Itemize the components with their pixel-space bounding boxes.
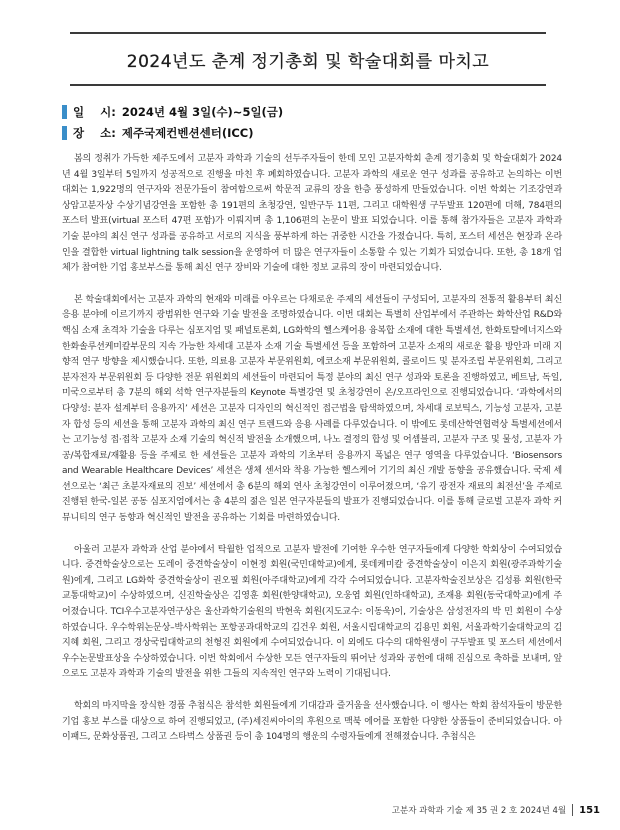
paragraph: 학회의 마지막을 장식한 경품 추첨식은 참석한 회원들에게 기대감과 즐거움을 선사했습니다. 이 행사는 학회 참석자들이 방문한 기업 홍보 부스를 대상으로 하여 진행되었고, (주)세진씨아이의 후원으로 맥북 에어를 포함한 다양한 상품들이 준비되었습니다. 아이패드, 문화상품권, 그리고 스타벅스 상품권 등이 총 104명의 행운의 수령자들에게 전해졌습니다. 추첨식은 (62, 701, 562, 743)
meta-date-row (62, 104, 283, 120)
page-footer (392, 804, 600, 816)
paragraph: 봄의 정취가 가득한 제주도에서 고분자 과학과 기술의 선두주자들이 한데 모인 고분자학회 춘계 정기총회 및 학술대회가 2024년 4월 3일부터 5일까지 성공적으로 진행을 마친 후 폐회하였습니다. 고분자 과학의 새로운 연구 성과를 공유하고 논의하는 이번 대회는 1,922명의 연구자와 전문가들이 참여함으로써 학문적 교류의 장을 한층 풍성하게 만들었습니다. 이번 학회는 기조강연과 상암고분자상 수상기념강연을 포함한 총 191편의 초청강연, 일반구두 11편, 그리고 대학원생 구두발표 120편에 더해, 784편의 포스터 발표(virtual 포스터 47편 포함)가 이뤄지며 총 1,106편의 논문이 발표 되었습니다. 이를 통해 참가자들은 고분자 과학과 기술 분야의 최신 연구 성과를 공유하고 서로의 지식을 풍부하게 하는 귀중한 시간을 가졌습니다. 특히, 포스터 세션은 현장과 온라인을 결합한 virtual lightning talk session을 운영하여 더 많은 연구자들이 소통할 수 있는 기회가 되었습니다. 또한, 총 18개 업체가 참여한 기업 홍보부스를 통해 최신 연구 장비와 기술에 대한 정보 교류의 장이 마련되었습니다. (62, 154, 562, 274)
footer-divider (572, 804, 573, 816)
accent-bar (62, 126, 67, 140)
page-number: 151 (579, 804, 600, 816)
article-body (62, 152, 562, 762)
paragraph: 본 학술대회에서는 고분자 과학의 현재와 미래를 아우르는 다채로운 주제의 세션들이 구성되어, 고분자의 전통적 활용부터 최신 응용 분야에 이르기까지 광범위한 연구와 기술 발전을 조명하였습니다. 이번 대회는 특별히 산업부에서 주관하는 화학산업 R&D와 핵심 소재 초격차 기술을 다루는 심포지엄 및 패널토론회, LG화학의 헬스케어용 융복합 소재에 대한 특별세션, 한화토탈에너지스와 한화솔루션케미칼부문의 지속 가능한 차세대 고분자 소재 기술 특별세션 등을 포함하여 고분자 소재의 새로운 활용 방안과 미래 지향적 연구 방향을 제시했습니다. 또한, 의료용 고분자 부문위원회, 에코소재 부문위원회, 콜로이드 및 분자조립 부문위원회, 그리고 분자전자 부문위원회 등 다양한 전문 위원회의 세션들이 마련되어 특정 분야의 최신 연구 성과와 토론을 진행하였고, 베트남, 독일, 미국으로부터 총 7분의 해외 석학 연구자분들의 Keynote 특별강연 및 초청강연이 온/오프라인으로 진행되었습니다. ‘과학에서의 다양성: 분자 설계부터 응용까지’ 세션은 고분자 디자인의 혁신적인 접근법을 탐색하였으며, 차세대 로보틱스, 기능성 고분자, 고분자 합성 등의 세션을 통해 고분자 과학의 최신 연구 트렌드와 응용 사례를 다루었습니다. 이 밖에도 롯데산학연협력상 특별세션에서는 고기능성 접·접착 고분자 소재 기술의 혁신적 발전을 소개했으며, 나노 결정의 합성 및 어셈블리, 고분자 구조 및 물성, 고분자 가공/복합재료/재활용 등을 주제로 한 세션들은 고분자 과학의 기초부터 응용까지 폭넓은 연구 영역을 다루었습니다. ‘Biosensors and Wearable Healthcare Devices’ 세션은 생체 센서와 착용 가능한 헬스케어 기기의 최신 개발 동향을 공유했습니다. 국제 세션으로는 ‘최근 초분자재료의 진보’ 세션에서 총 6분의 해외 연사 초청강연이 이루어졌으며, ‘유기 광전자 재료의 최전선’을 주제로 진행된 한국-일본 공동 심포지엄에서는 총 4분의 젊은 일본 연구자분들의 발표가 진행되었습니다. 이를 통해 글로벌 고분자 과학 커뮤니티의 연구 동향과 혁신적인 발전을 공유하는 기회를 마련하였습니다. (62, 294, 562, 524)
title-banner (70, 32, 546, 86)
meta-venue-row (62, 125, 254, 141)
venue-label: 장 소: (73, 126, 116, 140)
accent-bar (62, 105, 67, 119)
date-label: 일 시: (73, 105, 116, 119)
paragraph: 아울러 고분자 과학과 산업 분야에서 탁월한 업적으로 고분자 발전에 기여한 우수한 연구자들에게 다양한 학회상이 수여되었습니다. 중견학술상으로는 도레이 중견학술상이 이현정 회원(국민대학교)에게, 롯데케미칼 중견학술상이 이은지 회원(광주과학기술원)에게, 그리고 LG화학 중견학술상이 권오필 회원(아주대학교)에게 각각 수여되었습니다. 고분자학술진보상은 김성룡 회원(한국교통대학교)이 수상하였으며, 신진학술상은 김영훈 회원(한양대학교), 오웅엽 회원(인하대학교), 조재용 회원(동국대학교)에게 주어졌습니다. TCI우수고분자연구상은 울산과학기술원의 박현욱 회원(지도교수: 이동욱)이, 기술상은 삼성전자의 박 민 회원이 수상하였습니다. 우수학위논문상–박사학위는 포항공과대학교의 김건우 회원, 서울시립대학교의 김용민 회원, 서울과학기술대학교의 김지혜 회원, 그리고 경상국립대학교의 천형진 회원에게 수여되었습니다. 이 외에도 다수의 대학원생이 구두발표 및 포스터 세션에서 우수논문발표상을 수상하였습니다. 이번 학회에서 수상한 모든 연구자들의 뛰어난 성과와 공헌에 대해 진심으로 축하를 보내며, 앞으로도 고분자 과학과 기술의 발전을 위한 그들의 지속적인 연구와 노력이 기대됩니다. (62, 544, 562, 680)
page-title: 2024년도 춘계 정기총회 및 학술대회를 마치고 (126, 51, 490, 72)
journal-citation: 고분자 과학과 기술 제 35 권 2 호 2024년 4월 (391, 806, 567, 816)
date-value: 2024년 4월 3일(수)~5일(금) (121, 105, 284, 119)
venue-value: 제주국제컨벤션센터(ICC) (121, 126, 254, 140)
